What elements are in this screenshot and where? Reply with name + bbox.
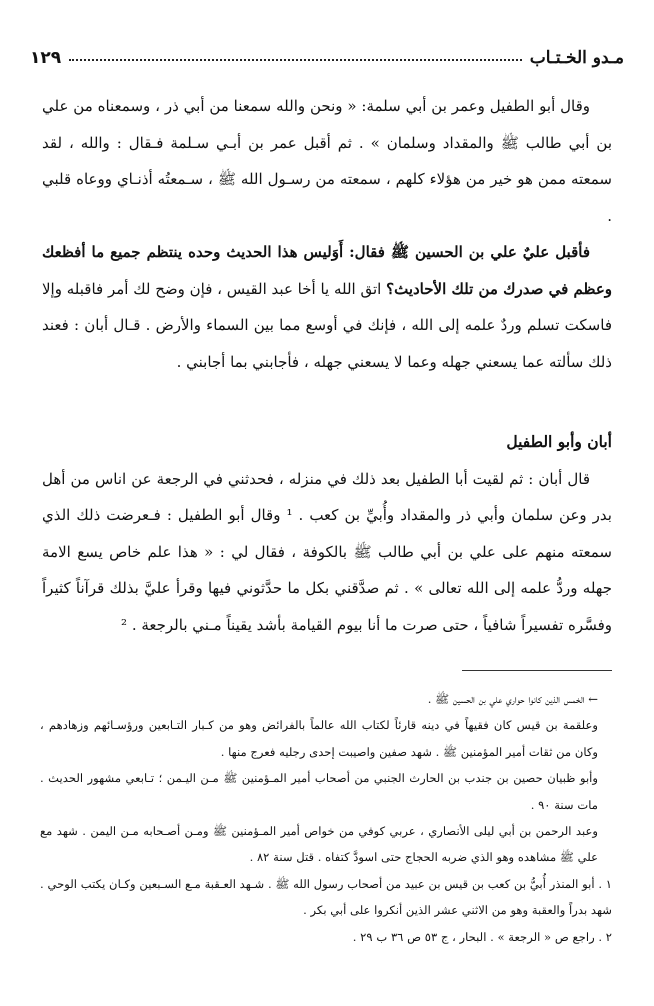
footnote-continued: ← الخمس الذين كانوا حواري علي بن الحسين ﷺ . [427, 692, 598, 706]
running-head: مـدو الخـتـاب [529, 48, 624, 68]
footnote-divider [462, 670, 612, 671]
footnote-2: ٢ . راجع ص « الرجعة » . البحار ، ج ٥٣ ص ٣٦ ب ٢٩ . [352, 929, 612, 944]
footnote-1: ١ . أبو المنذر أُبيُّ بن كعب بن قيس بن عبيد من أصحاب رسول الله ﷺ . شـهد العـقبة مـع السـبعين وكـان يكتب الوحي . شهد بدراً والعقبة وهو من الاثني عشر الذين أنكروا على أبي بكر . [40, 876, 612, 918]
footnotes [40, 686, 612, 950]
paragraph-3: قال أبان : ثم لقيت أبا الطفيل بعد ذلك في منزله ، فحدثني في الرجعة عن اناس من أهل بدر وعن سلمان وأبي ذر والمقداد وأُبيِّ بن كعب . ¹ وقال أبو الطفيل : فـعرضت ذلك الذي سمعته منهم على علي بن أبي طالب ﷺ بالكوفة ، فقال لي : « هذا علم خاص يسع الامة جهله وردُّ علمه إلى الله تعالى » . ثم صدَّقني بكل ما حدَّثوني فيها وقرأ عليَّ بذلك قرآناً كثيراً وفسَّره تفسيراً شافياً ، حتى صرت ما أنا بيوم القيامة بأشد يقيناً مـني بالرجعة . ² [42, 469, 612, 634]
footnote-abd-al-rahman: وعبد الرحمن بن أبي ليلى الأنصاري ، عربي كوفي من خواص أمير المـؤمنين ﷺ ومـن أصـحابه مـن اليمن . شهد مع علي ﷺ مشاهده وهو الذي ضربه الحجاج حتى اسودَّ كتفاه . قتل سنة ٨٢ . [40, 824, 598, 865]
main-text [42, 88, 612, 643]
paragraph-2 [42, 234, 612, 380]
page-number: ١٢٩ [30, 48, 62, 68]
footnote-alqama: وعلقمة بن قيس كان فقيهاً في دينه قارئاً لكتاب الله عالماً بالفرائض وهو من كـبار التـابعين ورؤسـائهم وزهادهم ، وكان من ثقات أمير المؤمنين ﷺ . شهد صفين واصيبت إحدى رجليه فعرج منها . [40, 718, 598, 759]
paragraph-1: وقال أبو الطفيل وعمر بن أبي سلمة: « ونحن والله سمعنا من أبي ذر ، وسمعناه من علي بن أبي طالب ﷺ والمقداد وسلمان » . ثم أقبل عمر بن أبـي سـلمة فـقال : والله ، لقد سمعته ممن هو خير من هؤلاء كلهم ، سمعته من رسـول الله ﷺ ، سـمعتُه أذنـاي ووعاه قلبي . [42, 97, 612, 225]
paragraph-2-bold: فأقبل عليٌ علي بن الحسين ﷺ فقال: أَوَليس هذا الحديث وحده ينتظم جميع ما أفظعك وعظم في صدرك من تلك الأحاديث؟ [42, 243, 613, 298]
header-dotted-leader [69, 59, 522, 61]
section-heading: أبان وأبو الطفيل [506, 432, 612, 451]
page-header [30, 40, 624, 69]
footnote-abu-zabyan: وأبو ظبيان حصين بن جندب بن الحارث الجنبي من أصحاب أمير المـؤمنين ﷺ مـن اليـمن ؛ تـابعي مشهور الحديث . مات سنة ٩٠ . [40, 771, 598, 812]
paragraph-2-rest: اتق الله يا أخا عبد القيس ، فإن وضح لك أمر فاقبله وإلا فاسكت تسلم وردٌ علمه إلى الله ، فإنك في أوسع مما بين السماء والأرض . قـال أبان : فعند ذلك سألته عما يسعني جهله وعما لا يسعني جهله ، فأجابني بما أجابني . [42, 279, 612, 371]
